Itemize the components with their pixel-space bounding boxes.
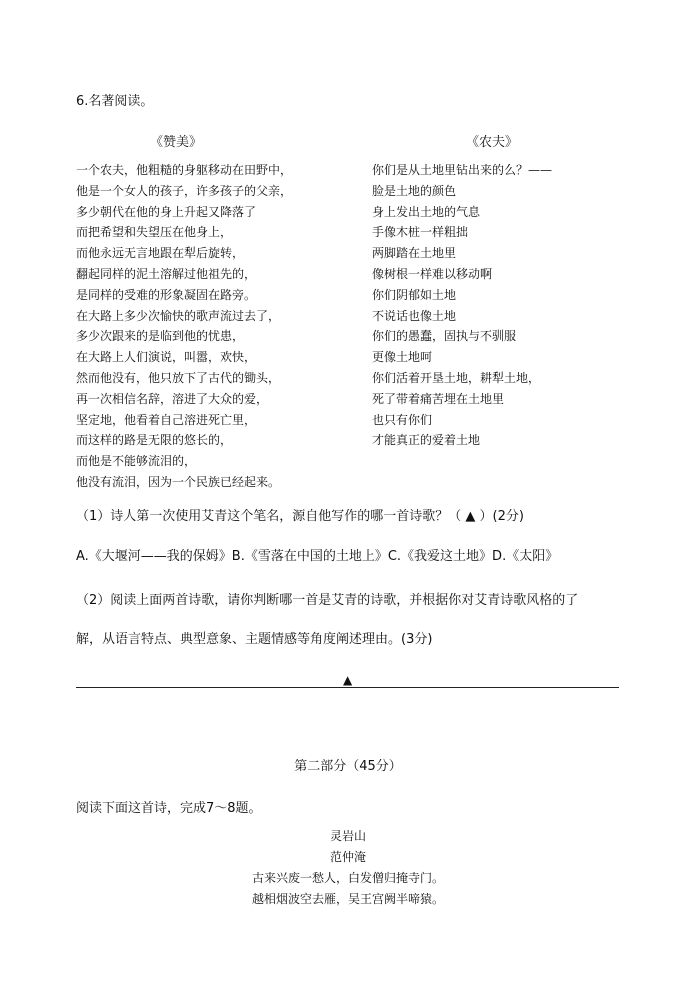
poem-line: 而他是不能够流泪的，	[76, 454, 197, 469]
poem-line: 在大路上多少次愉快的歌声流过去了，	[76, 308, 281, 323]
poem-line: 不说话也像土地	[372, 308, 457, 323]
poem-line: 他没有流泪，因为一个民族已经起来。	[76, 474, 281, 489]
poem-line: 两脚踏在土地里	[372, 246, 457, 261]
poem-line: 手像木桩一样粗拙	[372, 225, 469, 240]
poem-line: 身上发出土地的气息	[372, 204, 481, 219]
poem-body-right	[372, 160, 552, 451]
answer-line[interactable]	[76, 687, 619, 688]
answer-options: A.《大堰河——我的保姆》B.《雪落在中国的土地上》C.《我爱这土地》D.《太阳》	[76, 549, 559, 564]
poem-line: 像树根一样难以移动啊	[372, 266, 493, 281]
poem-line: 而这样的路是无限的悠长的，	[76, 433, 233, 448]
poem-line: 然而他没有，他只放下了古代的锄头，	[76, 370, 281, 385]
poem-title: 灵岩山	[329, 829, 366, 843]
poem-line: 在大路上人们演说，叫嚣，欢快，	[76, 350, 257, 365]
poem-line: 一个农夫，他粗糙的身躯移动在田野中，	[76, 163, 293, 177]
sub-question-2-line-2: 解，从语言特点、典型意象、主题情感等角度阐述理由。(3分)	[76, 632, 433, 647]
poem-line: 脸是土地的颜色	[372, 183, 457, 198]
section-heading: 第二部分（45分）	[294, 759, 402, 774]
poem-line: 越相烟波空去雁，吴王宫阙半啼猿。	[251, 892, 444, 906]
poem-title-right: 《农夫》	[466, 135, 519, 150]
poem-line: 多少朝代在他的身上升起又降落了	[76, 204, 257, 219]
poem-line: 多少次跟来的是临到他的忧患，	[76, 329, 245, 344]
poem-line: 更像土地呵	[372, 350, 433, 365]
poem-body-left	[76, 160, 292, 493]
poem-line: 死了带着痛苦埋在土地里	[372, 391, 505, 406]
poem-line: 而把希望和失望压在他身上，	[76, 225, 233, 240]
poem-line: 你们的愚蠢，固执与不驯服	[372, 329, 517, 344]
poem-line: 翻起同样的泥土溶解过他祖先的，	[76, 266, 257, 281]
poem-line: 你们阴郁如土地	[372, 287, 457, 302]
poem-line: 他是一个女人的孩子，许多孩子的父亲，	[76, 183, 293, 198]
poem-author: 范仲淹	[329, 850, 366, 864]
poem-line: 坚定地，他看着自己溶进死亡里，	[76, 412, 257, 427]
poem-line: 而他永远无言地跟在犁后旋转，	[76, 246, 245, 261]
sub-question-1: （1）诗人第一次使用艾青这个笔名，源自他写作的哪一首诗歌？（ ▲ ）(2分)	[76, 509, 524, 524]
poem-line: 你们是从土地里钻出来的么？——	[372, 163, 553, 177]
poem-line: 也只有你们	[372, 412, 433, 427]
question-heading: 6.名著阅读。	[76, 94, 154, 109]
poem-line: 你们活着开垦土地，耕犁土地，	[372, 370, 541, 385]
poem-line: 才能真正的爱着土地	[372, 433, 481, 448]
answer-marker-icon: ▲	[343, 673, 353, 687]
poem-line: 是同样的受难的形象凝固在路旁。	[76, 287, 257, 302]
poem-title-left: 《赞美》	[150, 135, 203, 150]
poem-line: 再一次相信名辞，溶进了大众的爱，	[76, 391, 269, 406]
sub-question-2-line-1: （2）阅读上面两首诗歌，请你判断哪一首是艾青的诗歌，并根据你对艾青诗歌风格的了	[76, 593, 579, 608]
poem-line: 古来兴废一愁人，白发僧归掩寺门。	[251, 871, 444, 885]
section-instructions: 阅读下面这首诗，完成7～8题。	[76, 801, 262, 816]
